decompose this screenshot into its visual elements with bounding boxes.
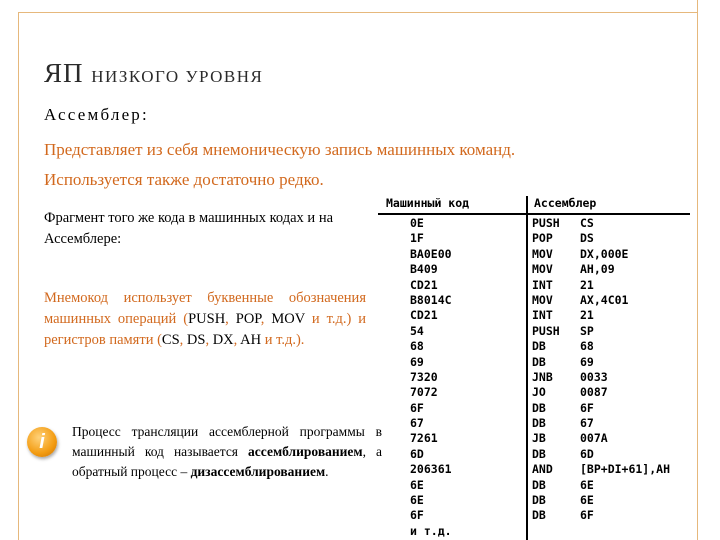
machine-code-cell: 6D (410, 446, 424, 461)
machine-code-cell: 69 (410, 354, 424, 369)
operand-cell: [BP+DI+61],AH (580, 462, 671, 477)
code-table-row (378, 508, 690, 523)
machine-code-cell: и т.д. (410, 523, 452, 538)
machine-code-cell: 7320 (410, 369, 438, 384)
mnemonic-cell: DB (532, 416, 546, 431)
slide-title (44, 58, 263, 89)
machine-code-cell: 7261 (410, 431, 438, 446)
operand-cell: 21 (580, 308, 594, 323)
info-term-assembling: ассемблированием (248, 444, 363, 459)
machine-code-cell: CD21 (410, 308, 438, 323)
title-main: ЯП (44, 58, 84, 88)
info-paragraph (72, 422, 382, 482)
fragment-caption: Фрагмент того же кода в машинных кодах и на Ассемблере: (44, 210, 334, 247)
machine-code-cell: 6F (410, 400, 424, 415)
mnemo-text-2: и т.д.) и регистров памяти ( (44, 311, 366, 348)
mnemonic-cell: DB (532, 477, 546, 492)
operand-cell: CS (580, 216, 594, 230)
machine-code-cell: B409 (410, 262, 438, 277)
mnemonic-cell: POP (532, 231, 553, 246)
machine-code-cell: CD21 (410, 277, 438, 292)
mnemonic-cell: DB (532, 508, 546, 523)
mnemo-dx: DX (212, 332, 234, 348)
machine-code-cell: 1F (410, 231, 424, 246)
mnemo-text-3: и т.д.). (261, 332, 305, 348)
mnemonic-cell: MOV (532, 292, 553, 307)
code-table-row (378, 231, 690, 246)
frame-top (18, 12, 698, 13)
machine-code-cell: 6E (410, 493, 424, 508)
code-table-row (378, 247, 690, 262)
mnemonic-cell: PUSH (532, 323, 560, 338)
machine-code-cell: 7072 (410, 385, 438, 400)
mnemo-pop: POP (235, 311, 261, 327)
mnemocode-paragraph (44, 288, 366, 351)
subtitle: Ассемблер: (44, 105, 149, 124)
mnemo-ah: AH (240, 332, 262, 348)
mnemo-sep-2: , (260, 311, 272, 327)
code-table-row (378, 385, 690, 400)
machine-code-cell: 54 (410, 323, 424, 338)
mnemo-text-1: Мнемокод использует буквенные обозначения машинных операций ( (44, 290, 366, 327)
code-table-row (378, 216, 690, 231)
info-icon: i (27, 427, 57, 457)
machine-code-cell: 67 (410, 416, 424, 431)
code-table-header-assembler: Ассемблер (534, 196, 597, 210)
machine-code-cell: 206361 (410, 462, 452, 477)
code-table-row (378, 524, 690, 539)
code-table-row (378, 355, 690, 370)
title-rest: НИЗКОГО УРОВНЯ (91, 67, 264, 86)
frame-left (18, 12, 19, 540)
code-table-row (378, 431, 690, 446)
info-text-2: , а обратный процесс – (72, 444, 382, 479)
operand-cell: 6F (580, 508, 594, 523)
code-table-row (378, 278, 690, 293)
code-table-row (378, 493, 690, 508)
mnemo-sep-5: , (233, 332, 241, 348)
mnemonic-cell: AND (532, 462, 553, 477)
machine-code-cell: BA0E00 (410, 246, 452, 261)
paragraph-usage: Используется также достаточно редко. (44, 170, 324, 189)
operand-cell: AH,09 (580, 262, 615, 277)
mnemonic-cell: INT (532, 277, 553, 292)
mnemonic-cell: DB (532, 493, 546, 508)
code-table-row (378, 262, 690, 277)
code-table-row (378, 462, 690, 477)
code-table-row (378, 324, 690, 339)
frame-right (697, 0, 698, 540)
code-table-row (378, 447, 690, 462)
paragraph-description: Представляет из себя мнемоническую запись машинных команд. (44, 140, 516, 159)
operand-cell: 67 (580, 416, 594, 431)
code-table-row (378, 478, 690, 493)
operand-cell: 21 (580, 277, 594, 292)
operand-cell: 69 (580, 354, 594, 369)
code-table-row (378, 370, 690, 385)
operand-cell: 0033 (580, 369, 608, 384)
mnemonic-cell: PUSH (532, 216, 560, 230)
operand-cell: 68 (580, 339, 594, 354)
code-table (378, 196, 690, 540)
mnemonic-cell: JB (532, 431, 546, 446)
operand-cell: 007A (580, 431, 608, 446)
machine-code-cell: 6E (410, 477, 424, 492)
info-term-disassembling: дизассемблированием (190, 464, 326, 479)
mnemonic-cell: INT (532, 308, 553, 323)
code-table-row (378, 308, 690, 323)
mnemonic-cell: JNB (532, 369, 553, 384)
code-table-header-divider (378, 213, 690, 215)
code-table-row (378, 293, 690, 308)
mnemo-sep-4: , (205, 332, 213, 348)
mnemonic-cell: DB (532, 446, 546, 461)
info-text-3: . (325, 464, 329, 479)
mnemo-ds: DS (186, 332, 206, 348)
mnemo-mov: MOV (271, 311, 305, 327)
mnemo-push: PUSH (188, 311, 226, 327)
machine-code-cell: 0E (410, 216, 424, 230)
code-table-row (378, 401, 690, 416)
mnemonic-cell: DB (532, 354, 546, 369)
info-text-1: Процесс трансляции ассемблерной программы в машинный код называется (72, 424, 382, 459)
machine-code-cell: 6F (410, 508, 424, 523)
operand-cell: 6E (580, 493, 594, 508)
mnemonic-cell: DB (532, 400, 546, 415)
code-table-header-machine: Машинный код (386, 196, 470, 210)
operand-cell: DX,000E (580, 246, 629, 261)
mnemonic-cell: JO (532, 385, 546, 400)
operand-cell: DS (580, 231, 594, 246)
code-table-row (378, 416, 690, 431)
operand-cell: 0087 (580, 385, 608, 400)
machine-code-cell: B8014C (410, 292, 452, 307)
code-table-row (378, 339, 690, 354)
operand-cell: SP (580, 323, 594, 338)
mnemonic-cell: MOV (532, 246, 553, 261)
code-table-rows (378, 216, 690, 539)
machine-code-cell: 68 (410, 339, 424, 354)
operand-cell: 6F (580, 400, 594, 415)
operand-cell: 6D (580, 446, 594, 461)
mnemo-sep-1: , (225, 311, 236, 327)
operand-cell: AX,4C01 (580, 292, 629, 307)
mnemo-cs: CS (161, 332, 180, 348)
mnemonic-cell: DB (532, 339, 546, 354)
mnemonic-cell: MOV (532, 262, 553, 277)
mnemo-sep-3: , (179, 332, 187, 348)
operand-cell: 6E (580, 477, 594, 492)
